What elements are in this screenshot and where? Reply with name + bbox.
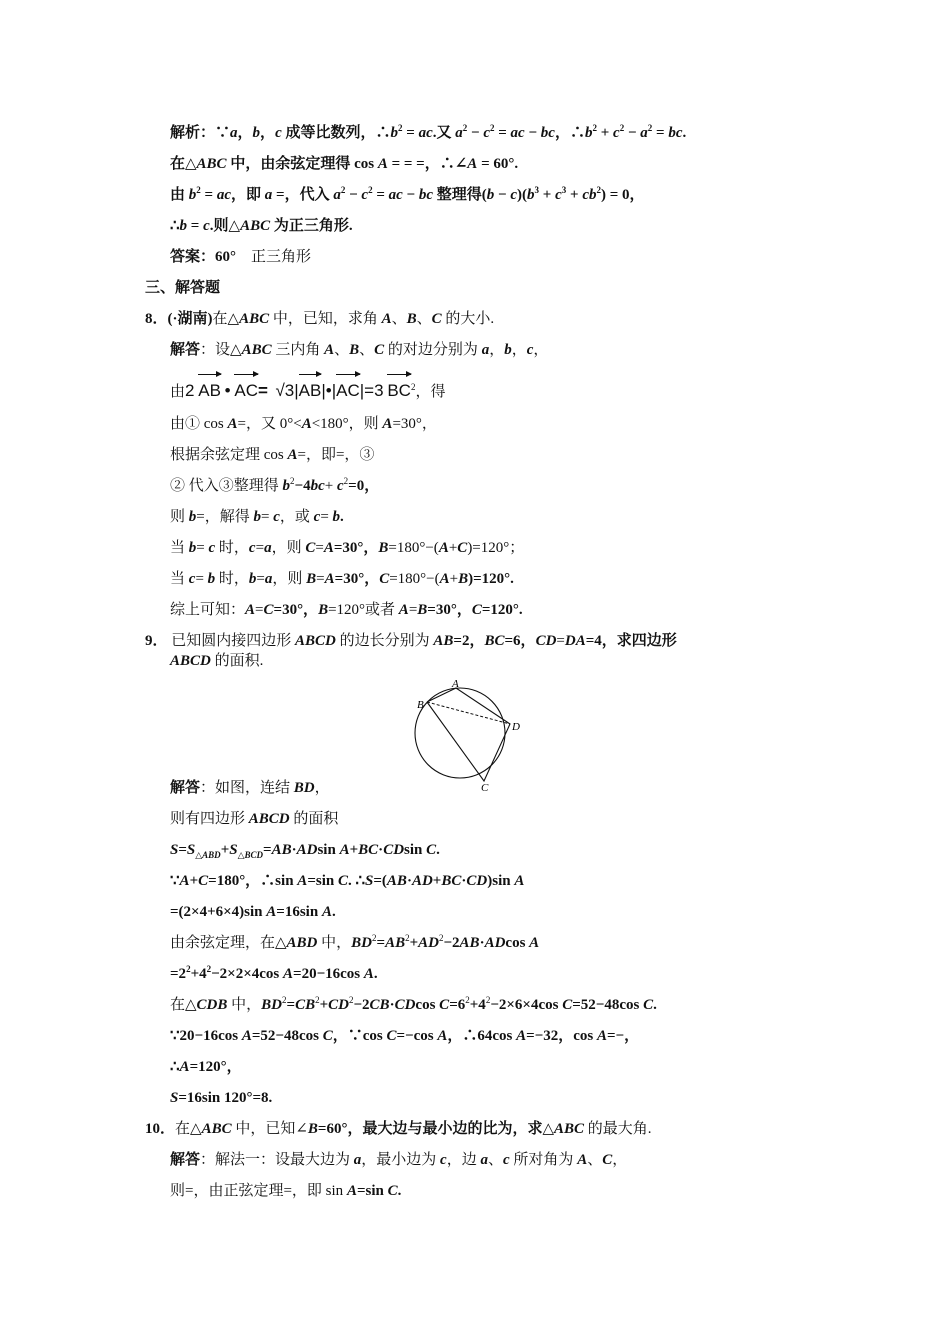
p9-solution-line7: $=2^2+4^2-2\times 2\times 4\cos$ A=20−16cos A.	[170, 964, 378, 982]
vector-BC: BC	[387, 378, 411, 401]
p7-answer: 答案：60° 正三角形	[170, 249, 312, 265]
vector-AB: AB	[198, 378, 221, 401]
p9-question-line2: ABCD 的面积.	[170, 653, 264, 669]
p10-solution-line2: 则=，由正弦定理=，即 sin A=sin C.	[170, 1183, 402, 1199]
p9-solution-line5: =(2×4+6×4)sin A=16sin A.	[170, 904, 336, 920]
p9-solution-line9: ∵20−16cos A=52−48cos C，∵cos C=−cos A，∴64cos A=−32，cos A=−，	[170, 1028, 640, 1044]
p9-solution-line11: S=16sin 120°=8.	[170, 1090, 273, 1106]
quadrilateral-ABCD	[427, 688, 510, 781]
p9-solution-line2: 则有四边形 ABCD 的面积	[170, 811, 339, 827]
p8-solution-line5: ② 代入③整理得 $b^2-4bc+ c^2=0$，	[170, 476, 380, 494]
p10-question: 10．在△ABC 中，已知∠B=60°，最大边与最小边的比为，求△ABC 的最大角.	[145, 1121, 652, 1137]
circle-quadrilateral-figure	[405, 678, 535, 798]
label-D: D	[512, 721, 520, 733]
label-C: C	[481, 782, 489, 794]
p9-solution-line4: ∵A+C=180°，∴sin A=sin C. ∴S=(AB·AD+BC·CD)sin A	[170, 873, 525, 889]
p7-analysis-line4: ∴b = c.则△ABC 为正三角形.	[170, 218, 353, 234]
p7-analysis-line2: 在△ABC 中，由余弦定理得 cos A = = =，∴∠A = 60°.	[170, 156, 519, 172]
p8-solution-line4: 根据余弦定理 cos A=，即=，③	[170, 447, 375, 463]
p8-solution-line1: 解答：设△ABC 三内角 A、B、C 的对边分别为 a，b，c，	[170, 342, 549, 358]
label-A: A	[452, 678, 459, 690]
diagonal-BD	[427, 702, 510, 724]
vector-AC-2: AC	[336, 378, 360, 401]
p9-solution-line10: ∴A=120°，	[170, 1059, 242, 1075]
vector-AB-2: AB	[299, 378, 322, 401]
p8-question: 8．(·湖南)在△ABC 中，已知，求角 A、B、C 的大小.	[145, 311, 495, 327]
label-B: B	[417, 699, 424, 711]
p7-analysis-line1: 解析：∵a，b，c 成等比数列，$\therefore b^2$ = ac.又 $a^2 - c^2$ = ac − bc，$\therefore b^2 + c^2 - a^2$ = bc.	[170, 123, 687, 141]
p10-solution-line1: 解答：解法一：设最大边为 a，最小边为 c，边 a、c 所对角为 A、C，	[170, 1152, 628, 1168]
vector-AC: AC	[234, 378, 258, 401]
p8-solution-line3: 由① cos A=，又 0°<A<180°，则 A=30°，	[170, 416, 437, 432]
p8-solution-line9: 综上可知：A=C=30°，B=120°或者 A=B=30°，C=120°.	[170, 602, 523, 618]
p8-solution-line7: 当 b= c 时，c=a，则 C=A=30°，B=180°−(A+C)=120°；	[170, 540, 525, 556]
p9-question-line1: 9． 已知圆内接四边形 ABCD 的边长分别为 AB=2，BC=6，CD=DA=4，求四边形	[145, 633, 677, 649]
p8-vector-equation: 由2 AB • AC= √3| AB|•| AC|=3 $BC^2$，得	[170, 378, 445, 402]
p8-solution-line6: 则 b=，解得 b= c，或 c= b.	[170, 509, 344, 525]
p9-solution-line3: $S=S_{\triangle ABD}+S_{\triangle BCD}=AB\cdot ADsin$ A+BC·CDsin C.	[170, 842, 440, 860]
p8-solution-line8: 当 c= b 时，b=a，则 B=A=30°，C=180°−(A+B)=120°.	[170, 571, 514, 587]
section-heading: 三、解答题	[145, 280, 221, 296]
p9-solution-line8: 在△CDB 中，$BD^2=CB^2+CD^2-2CB\cdot CDcos$ $C=6^2+4^2-2\times 6\times 4\cos$ C=52−48cos C.	[170, 995, 657, 1013]
p9-solution-line1: 解答：如图，连结 BD，	[170, 780, 330, 796]
p7-analysis-line3: 由 $b^2$ = ac，即 a =，代入 $a^2 - c^2$ = ac − bc 整理得$(b - c)(b^3 + c^3 + cb^2) = 0$，	[170, 185, 645, 203]
p9-solution-line6: 由余弦定理，在△ABD 中，$BD^2=AB^2+AD^2-2AB\cdot ADcos$ A	[170, 933, 540, 951]
